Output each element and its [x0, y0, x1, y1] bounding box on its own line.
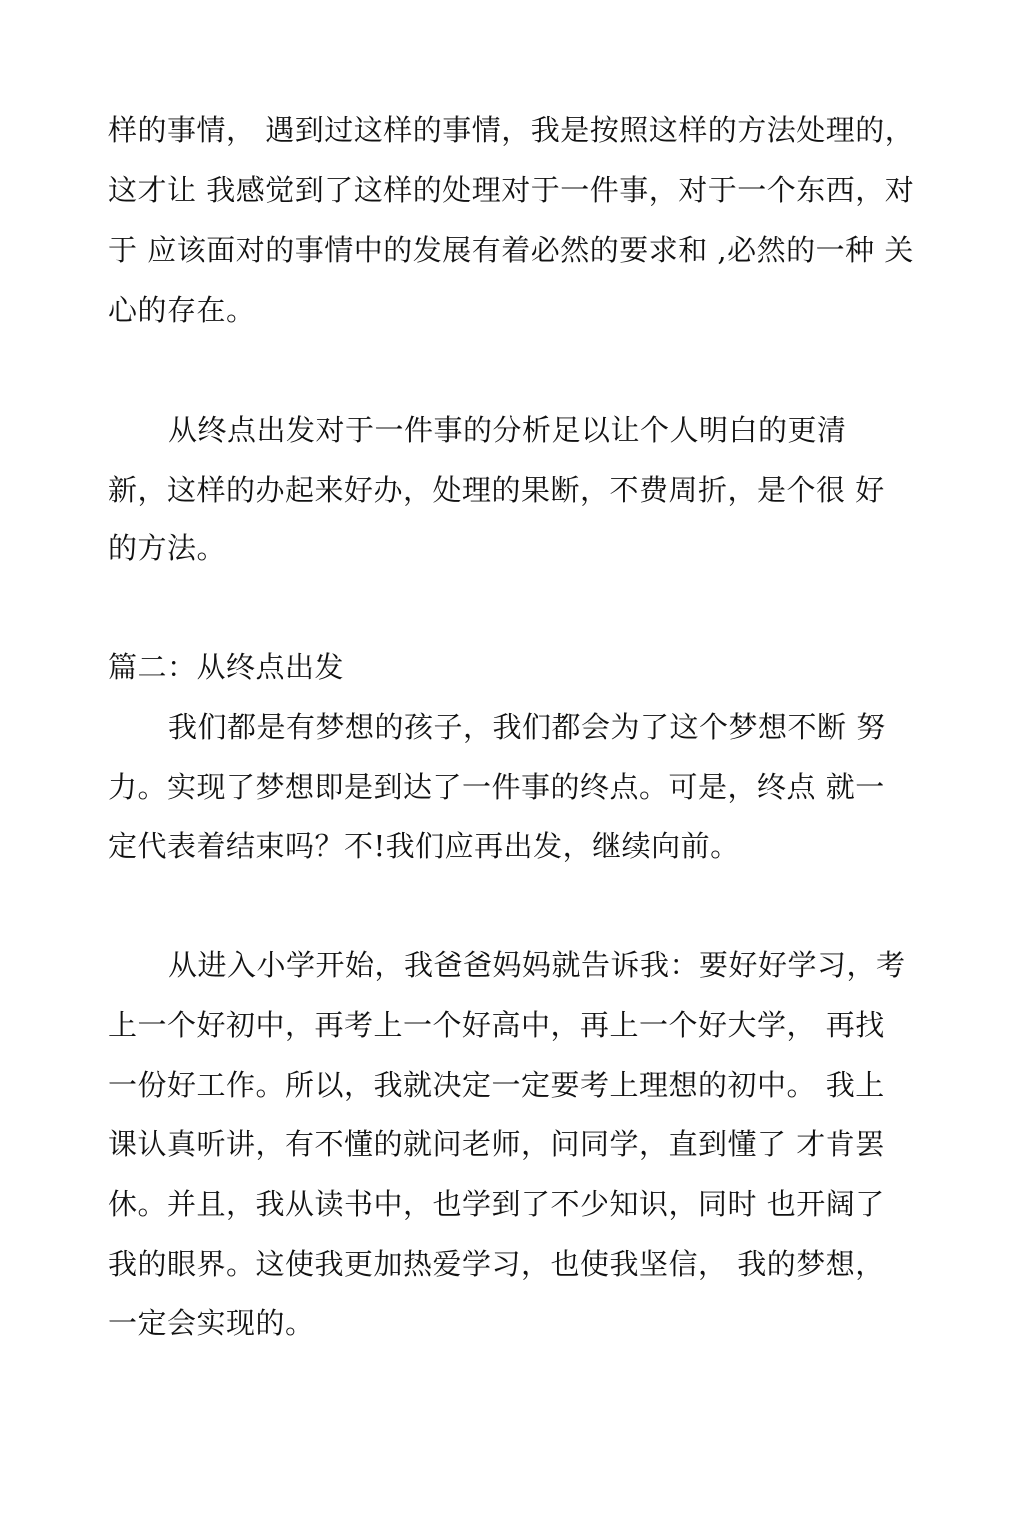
paragraph-4-line-4: 课认真听讲，有不懂的就问老师，问同学，直到懂了 才肯罢 [108, 1127, 885, 1161]
section-heading: 篇二：从终点出发 [108, 650, 345, 684]
paragraph-2-line-3: 的方法。 [108, 531, 227, 565]
paragraph-4-line-3: 一份好工作。所以，我就决定一定要考上理想的初中。 我上 [108, 1068, 885, 1102]
paragraph-4-line-5: 休。并且，我从读书中，也学到了不少知识，同时 也开阔了 [108, 1187, 885, 1221]
paragraph-1-line-3: 于 应该面对的事情中的发展有着必然的要求和 ,必然的一种 关 [108, 233, 914, 267]
paragraph-2-line-2: 新，这样的办起来好办，处理的果断，不费周折，是个很 好 [108, 473, 885, 507]
paragraph-3-line-2: 力。实现了梦想即是到达了一件事的终点。可是，终点 就一 [108, 770, 885, 804]
paragraph-1-line-2: 这才让 我感觉到了这样的处理对于一件事，对于一个东西，对 [108, 173, 915, 207]
paragraph-3-line-1: 我们都是有梦想的孩子，我们都会为了这个梦想不断 努 [168, 710, 886, 744]
paragraph-1-line-4: 心的存在。 [108, 293, 256, 327]
paragraph-2-line-1: 从终点出发对于一件事的分析足以让个人明白的更清 [168, 413, 847, 447]
paragraph-4-line-1: 从进入小学开始，我爸爸妈妈就告诉我：要好好学习，考 [168, 948, 906, 982]
paragraph-3-line-3: 定代表着结束吗？不!我们应再出发，继续向前。 [108, 829, 740, 863]
paragraph-1-line-1: 样的事情， 遇到过这样的事情，我是按照这样的方法处理的， [108, 113, 915, 147]
paragraph-4-line-6: 我的眼界。这使我更加热爱学习，也使我坚信， 我的梦想， [108, 1247, 885, 1281]
paragraph-4-line-2: 上一个好初中，再考上一个好高中，再上一个好大学， 再找 [108, 1008, 885, 1042]
paragraph-4-line-7: 一定会实现的。 [108, 1306, 315, 1340]
